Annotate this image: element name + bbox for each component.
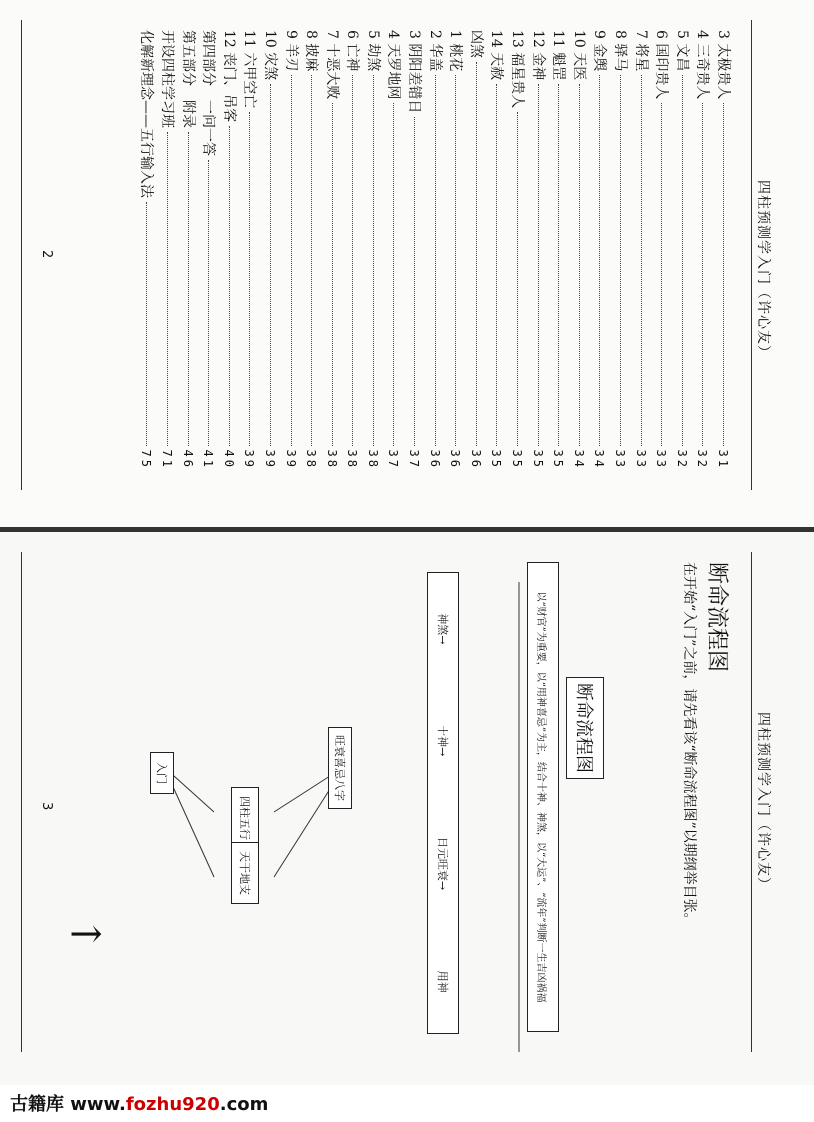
toc-entry xyxy=(240,30,261,470)
toc-title: 12 金神 xyxy=(529,30,546,81)
toc-leader xyxy=(291,75,292,445)
toc-leader xyxy=(435,75,436,445)
chain-step: 十神→ xyxy=(436,725,449,757)
toc-entry xyxy=(652,30,673,470)
toc-page: 75 xyxy=(139,449,154,470)
toc-entry xyxy=(302,30,323,470)
toc-leader xyxy=(270,84,271,445)
chain-step: 日元旺衰→ xyxy=(436,836,449,891)
chain-step: 用神 xyxy=(436,970,449,993)
page-number: 2 xyxy=(39,250,54,259)
toc-entry xyxy=(672,30,693,470)
toc-title: 第四部分 一问一答 xyxy=(200,30,217,156)
toc-page: 33 xyxy=(613,449,628,470)
toc-leader xyxy=(455,75,456,445)
toc-entry xyxy=(405,30,426,470)
toc-page: 35 xyxy=(489,449,504,470)
toc-page: 34 xyxy=(592,449,607,470)
toc-title: 8 披麻 xyxy=(303,30,320,72)
toc-title: 10 天医 xyxy=(570,30,587,81)
toc-leader xyxy=(373,75,374,445)
toc-leader xyxy=(394,103,395,445)
toc-title: 8 驿马 xyxy=(612,30,629,72)
toc-title: 4 天罗地网 xyxy=(385,30,402,100)
toc-page: 71 xyxy=(159,449,174,470)
left-node: 四柱五行 xyxy=(231,787,259,849)
toc-leader xyxy=(249,112,250,445)
toc-title: 7 将星 xyxy=(632,30,649,72)
toc-entry xyxy=(178,30,199,470)
toc-page: 36 xyxy=(427,449,442,470)
footer-rule xyxy=(21,20,22,490)
toc-page: 41 xyxy=(201,449,216,470)
toc-leader xyxy=(352,75,353,445)
toc-entry xyxy=(219,30,240,470)
right-page xyxy=(0,532,814,1085)
toc-entry xyxy=(322,30,343,470)
toc-entry xyxy=(549,30,570,470)
toc-leader xyxy=(702,103,703,445)
toc-title: 5 文昌 xyxy=(673,30,690,72)
toc-leader xyxy=(311,75,312,445)
toc-title: 第五部分 附录 xyxy=(179,30,196,128)
toc-page: 40 xyxy=(221,449,236,470)
toc-page: 32 xyxy=(674,449,689,470)
page-header: 四柱预测学入门（许心友） xyxy=(755,712,771,892)
toc-entry xyxy=(569,30,590,470)
toc-leader xyxy=(558,84,559,445)
toc-title: 6 国印贵人 xyxy=(653,30,670,100)
toc-entry xyxy=(343,30,364,470)
toc-leader xyxy=(146,202,147,446)
toc-page: 39 xyxy=(242,449,257,470)
toc-leader xyxy=(167,132,168,446)
left-page xyxy=(0,0,814,530)
toc-title: 化解新理念——五行输入法 xyxy=(138,30,155,198)
toc-entry xyxy=(487,30,508,470)
toc-entry xyxy=(610,30,631,470)
toc-title: 1 桃花 xyxy=(447,30,464,72)
toc-leader xyxy=(641,75,642,445)
toc-page: 35 xyxy=(530,449,545,470)
toc-title: 11 魁罡 xyxy=(550,30,567,81)
toc-page: 38 xyxy=(365,449,380,470)
toc-title: 9 羊刃 xyxy=(282,30,299,72)
toc-leader xyxy=(723,103,724,445)
toc-entry xyxy=(384,30,405,470)
toc-leader xyxy=(682,75,683,445)
watermark-prefix: 古籍库 www. xyxy=(10,1094,126,1115)
toc-page: 33 xyxy=(633,449,648,470)
toc-title: 7 十恶大败 xyxy=(323,30,340,100)
toc-title: 13 福星贵人 xyxy=(509,30,526,109)
toc-page: 32 xyxy=(695,449,710,470)
toc-entry xyxy=(363,30,384,470)
toc-title: 凶煞 xyxy=(467,30,484,58)
toc-leader xyxy=(661,103,662,445)
intro-text: 在开始“入门”之前，请先看该“断命流程图”以期纲举目张。 xyxy=(681,562,697,927)
toc-leader xyxy=(414,117,415,445)
toc-entry xyxy=(693,30,714,470)
toc-leader xyxy=(188,132,189,446)
toc-entry xyxy=(425,30,446,470)
toc-title: 开设四柱学习班 xyxy=(158,30,175,128)
toc-leader xyxy=(599,75,600,445)
toc-title: 3 太极贵人 xyxy=(715,30,731,100)
toc-page: 38 xyxy=(345,449,360,470)
flowchart-lines xyxy=(0,532,814,1085)
toc-entry xyxy=(631,30,652,470)
toc-page: 35 xyxy=(510,449,525,470)
flowchart-title: 断命流程图 xyxy=(566,677,604,779)
entry-node: 入门 xyxy=(150,752,174,794)
toc-title: 9 金舆 xyxy=(591,30,608,72)
toc-leader xyxy=(517,112,518,445)
toc-page: 38 xyxy=(324,449,339,470)
toc-page: 34 xyxy=(571,449,586,470)
toc-title: 3 阴阳差错日 xyxy=(406,30,423,114)
toc-title: 14 天赦 xyxy=(488,30,505,81)
toc-page: 36 xyxy=(468,449,483,470)
toc-entry xyxy=(713,30,734,470)
toc-leader xyxy=(496,84,497,445)
toc-entry xyxy=(446,30,467,470)
toc-page: 38 xyxy=(304,449,319,470)
watermark-highlight: fozhu920 xyxy=(125,1094,220,1115)
toc-page: 35 xyxy=(551,449,566,470)
toc-title: 12 丧门、吊客 xyxy=(220,30,237,123)
page-number: 3 xyxy=(39,802,54,811)
toc-entry xyxy=(199,30,220,470)
toc-entry xyxy=(507,30,528,470)
toc-page: 37 xyxy=(407,449,422,470)
header-rule xyxy=(751,20,752,490)
toc-page: 39 xyxy=(262,449,277,470)
toc-entry xyxy=(528,30,549,470)
toc-entry xyxy=(466,30,487,470)
toc-leader xyxy=(229,126,230,445)
toc-page: 31 xyxy=(716,449,730,470)
site-watermark xyxy=(10,1090,268,1116)
toc-page: 33 xyxy=(654,449,669,470)
chain-step: 神煞→ xyxy=(436,613,449,645)
toc-leader xyxy=(476,62,477,446)
merge-node: 旺衰喜忌八字 xyxy=(328,727,352,809)
toc-page: 46 xyxy=(180,449,195,470)
toc-entry xyxy=(281,30,302,470)
toc-page: 37 xyxy=(386,449,401,470)
toc-leader xyxy=(332,103,333,445)
toc-entry xyxy=(157,30,178,470)
flowchart-chain xyxy=(427,572,459,1034)
toc-leader xyxy=(620,75,621,445)
page-header: 四柱预测学入门（许心友） xyxy=(755,180,771,360)
arrow-icon: → xyxy=(69,910,103,957)
toc-entry xyxy=(137,30,158,470)
toc-entry xyxy=(590,30,611,470)
watermark-suffix: .com xyxy=(219,1094,269,1115)
toc-title: 6 亡神 xyxy=(344,30,361,72)
toc-title: 2 华盖 xyxy=(426,30,443,72)
toc-title: 4 三奇贵人 xyxy=(694,30,711,100)
toc-page: 36 xyxy=(448,449,463,470)
toc-page: 39 xyxy=(283,449,298,470)
toc-entry xyxy=(260,30,281,470)
section-title: 断命流程图 xyxy=(704,562,729,673)
footer-rule xyxy=(21,552,22,1052)
right-node: 天干地支 xyxy=(231,842,259,904)
toc-title: 11 六甲空亡 xyxy=(241,30,258,109)
toc-leader xyxy=(538,84,539,445)
toc-leader xyxy=(579,84,580,445)
toc-title: 5 劫煞 xyxy=(364,30,381,72)
flowchart-note: 以“财官”为重要，以“用神喜忌”为主，结合十神、神煞，以“大运”、“流年”判断一生吉凶祸福 xyxy=(527,562,559,1032)
table-of-contents xyxy=(137,30,734,470)
toc-title: 10 灾煞 xyxy=(261,30,278,81)
toc-leader xyxy=(208,160,209,446)
